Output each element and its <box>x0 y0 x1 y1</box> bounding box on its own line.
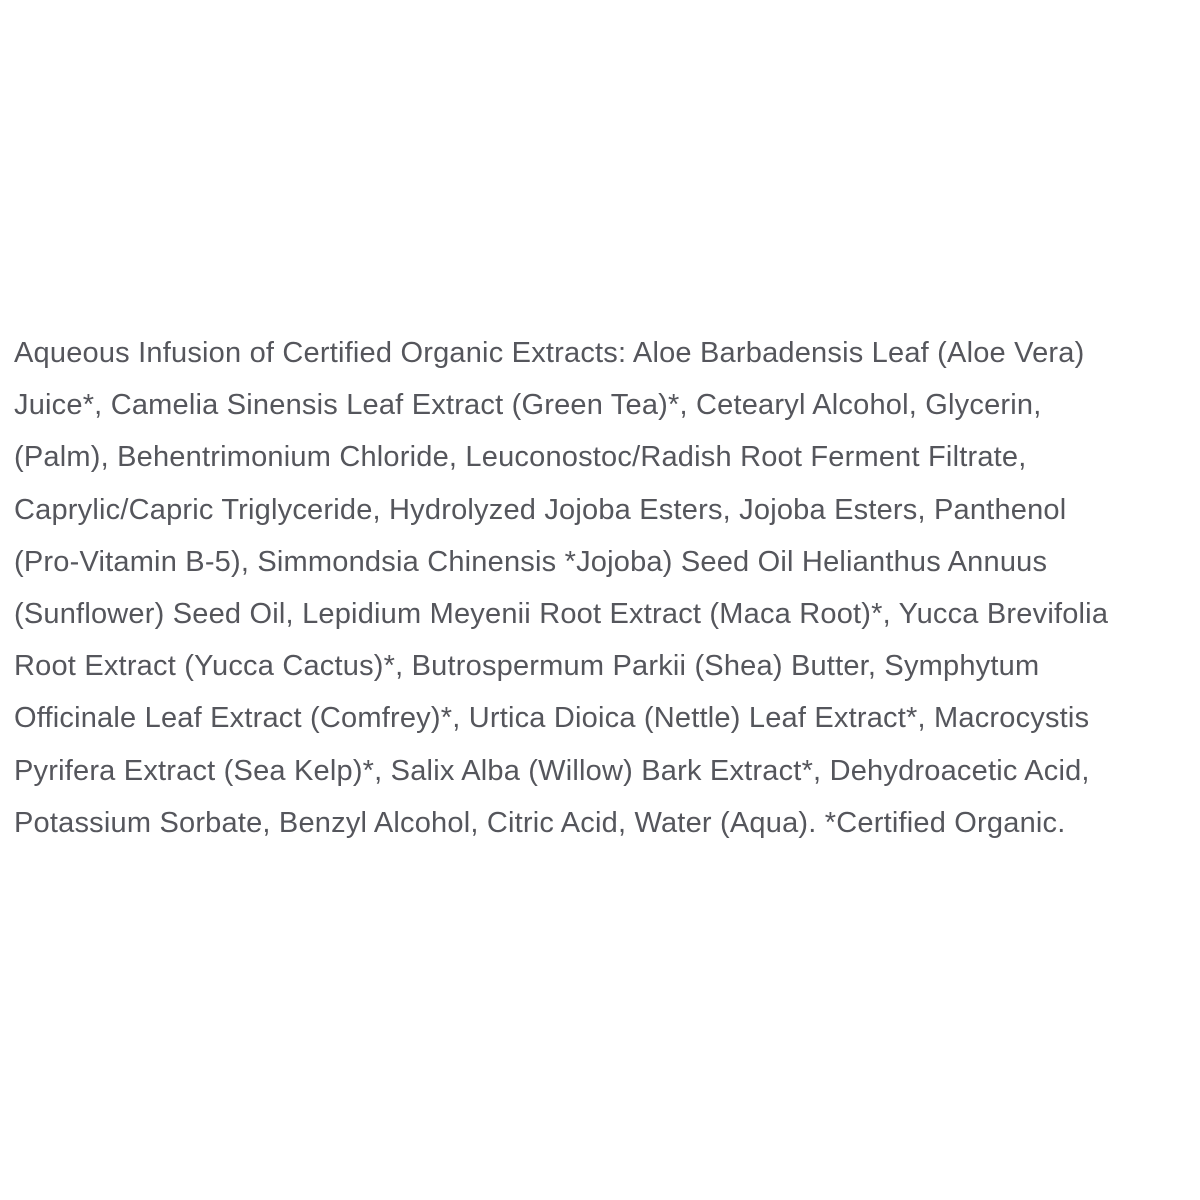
ingredients-line: Juice*, Camelia Sinensis Leaf Extract (Green Tea)*, Cetearyl Alcohol, Glycerin, <box>14 389 1042 422</box>
ingredients-line: Potassium Sorbate, Benzyl Alcohol, Citric Acid, Water (Aqua). *Certified Organic. <box>14 806 1066 839</box>
ingredients-line: Root Extract (Yucca Cactus)*, Butrospermum Parkii (Shea) Butter, Symphytum <box>14 650 1040 683</box>
ingredients-line: Aqueous Infusion of Certified Organic Extracts: Aloe Barbadensis Leaf (Aloe Vera) <box>14 337 1085 369</box>
ingredients-line: Pyrifera Extract (Sea Kelp)*, Salix Alba (Willow) Bark Extract*, Dehydroacetic Acid, <box>14 754 1090 787</box>
ingredients-line: (Palm), Behentrimonium Chloride, Leuconostoc/Radish Root Ferment Filtrate, <box>14 441 1027 474</box>
ingredients-line: Caprylic/Capric Triglyceride, Hydrolyzed Jojoba Esters, Jojoba Esters, Panthenol <box>14 493 1067 526</box>
ingredients-line: (Sunflower) Seed Oil, Lepidium Meyenii Root Extract (Maca Root)*, Yucca Brevifolia <box>14 598 1109 631</box>
ingredients-paragraph <box>14 327 1190 849</box>
ingredients-line: (Pro-Vitamin B-5), Simmondsia Chinensis *Jojoba) Seed Oil Helianthus Annuus <box>14 545 1048 578</box>
ingredients-line: Officinale Leaf Extract (Comfrey)*, Urtica Dioica (Nettle) Leaf Extract*, Macrocystis <box>14 702 1090 735</box>
